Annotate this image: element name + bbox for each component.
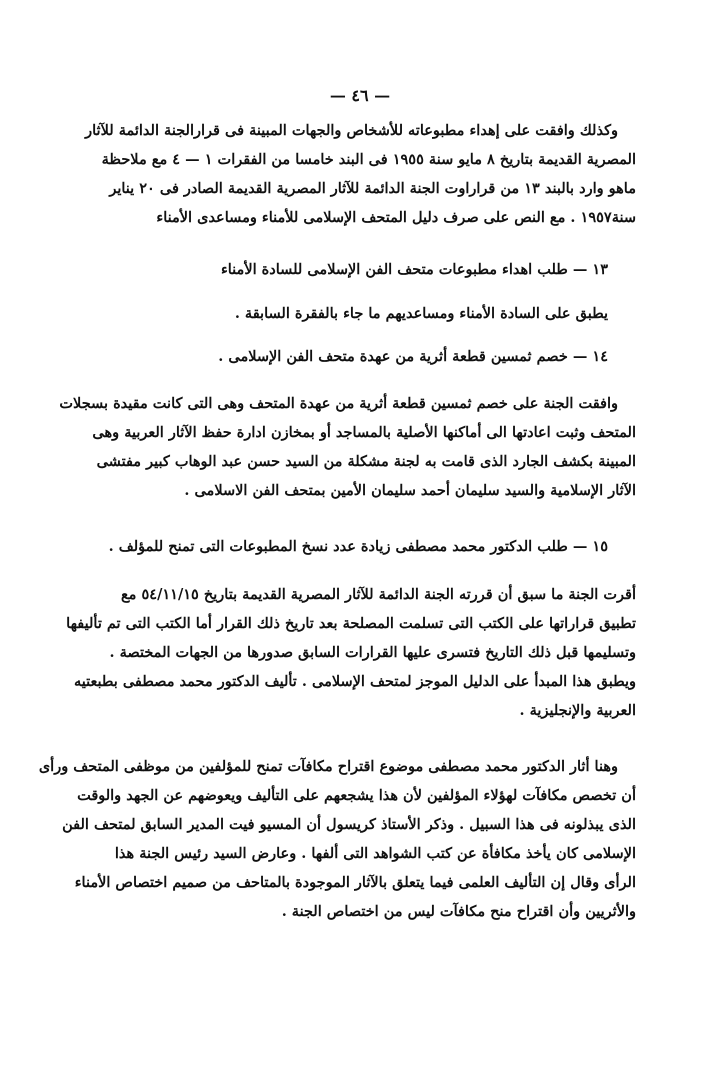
paragraph-2: [59, 389, 636, 505]
item-15-heading: ١٥ — طلب الدكتور محمد مصطفى زيادة عدد نسخ المطبوعات التى تمنح للمؤلف .: [108, 538, 608, 555]
paragraph-line: وهنا أثار الدكتور محمد مصطفى موضوع اقتراح مكافآت تمنح للمؤلفين من موظفى المتحف ورأى: [38, 758, 618, 775]
paragraph-line: العربية والإنجليزية .: [519, 702, 636, 719]
paragraph-line: أقرت الجنة ما سبق أن قررته الجنة الدائمة للآثار المصرية القديمة بتاريخ ٥٤/١١/١٥ مع: [120, 586, 636, 603]
paragraph-4: [38, 752, 636, 926]
page-number: — ٤٦ —: [329, 86, 391, 105]
paragraph-line: وكذلك وافقت على إهداء مطبوعاته للأشخاص والجهات المبينة فى قرارالجنة الدائمة للآثار: [85, 122, 618, 139]
paragraph-line: وتسليمها قبل ذلك التاريخ فتسرى عليها القرارات السابق صدورها من الجهات المختصة .: [109, 644, 636, 661]
paragraph-line: الإسلامى كان يأخذ مكافأة عن كتب الشواهد التى ألفها . وعارض السيد رئيس الجنة هذا: [114, 845, 636, 862]
paragraph-line: أن تخصص مكافآت لهؤلاء المؤلفين لأن هذا يشجعهم على التأليف ويعوضهم عن الجهد والوقت: [77, 787, 636, 804]
paragraph-line: سنة١٩٥٧ . مع النص على صرف دليل المتحف الإسلامى للأمناء ومساعدى الأمناء: [156, 209, 636, 226]
paragraph-line: الذى يبذلونه فى هذا السبيل . وذكر الأستاذ كريسول أن المسيو فيت المدير السابق لمتحف الفن: [62, 816, 636, 833]
paragraph-3: [66, 580, 636, 725]
paragraph-line: الآثار الإسلامية والسيد سليمان أحمد سليمان الأمين بمتحف الفن الاسلامى .: [184, 482, 636, 499]
paragraph-line: المتحف وثبت اعادتها الى أماكنها الأصلية بالمساجد أو بمخازن ادارة حفظ الآثار العربية وهى: [92, 424, 636, 441]
item-13-heading: ١٣ — طلب اهداء مطبوعات متحف الفن الإسلامى للسادة الأمناء: [220, 261, 608, 278]
paragraph-1: [85, 116, 636, 232]
paragraph-line: ويطبق هذا المبدأ على الدليل الموجز لمتحف الإسلامى . تأليف الدكتور محمد مصطفى بطبعتيه: [73, 673, 636, 690]
paragraph-line: المصرية القديمة بتاريخ ٨ مايو سنة ١٩٥٥ فى البند خامسا من الفقرات ١ — ٤ مع ملاحظة: [101, 151, 636, 168]
paragraph-line: وافقت الجنة على خصم ثمسين قطعة أثرية من عهدة المتحف وهى التى كانت مقيدة بسجلات: [59, 395, 618, 412]
item-13-body: يطبق على السادة الأمناء ومساعديهم ما جاء بالفقرة السابقة .: [234, 305, 608, 322]
paragraph-line: ماهو وارد بالبند ١٣ من قراراوت الجنة الدائمة للآثار المصرية القديمة الصادر فى ٢٠ يناير: [109, 180, 636, 197]
item-14-heading: ١٤ — خصم ثمسين قطعة أثرية من عهدة متحف الفن الإسلامى .: [218, 348, 608, 365]
paragraph-line: المبينة بكشف الجارد الذى قامت به لجنة مشكلة من السيد حسن عبد الوهاب كبير مفتشى: [96, 453, 636, 470]
paragraph-line: الرأى وقال إن التأليف العلمى فيما يتعلق بالآثار الموجودة بالمتاحف من صميم اختصاص الأمناء: [74, 874, 636, 891]
paragraph-line: والأثريين وأن اقتراح منح مكافآت ليس من اختصاص الجنة .: [281, 903, 636, 920]
paragraph-line: تطبيق قراراتها على الكتب التى تسلمت المصلحة بعد تاريخ ذلك القرار أما الكتب التى تم تأليفها: [66, 615, 636, 632]
